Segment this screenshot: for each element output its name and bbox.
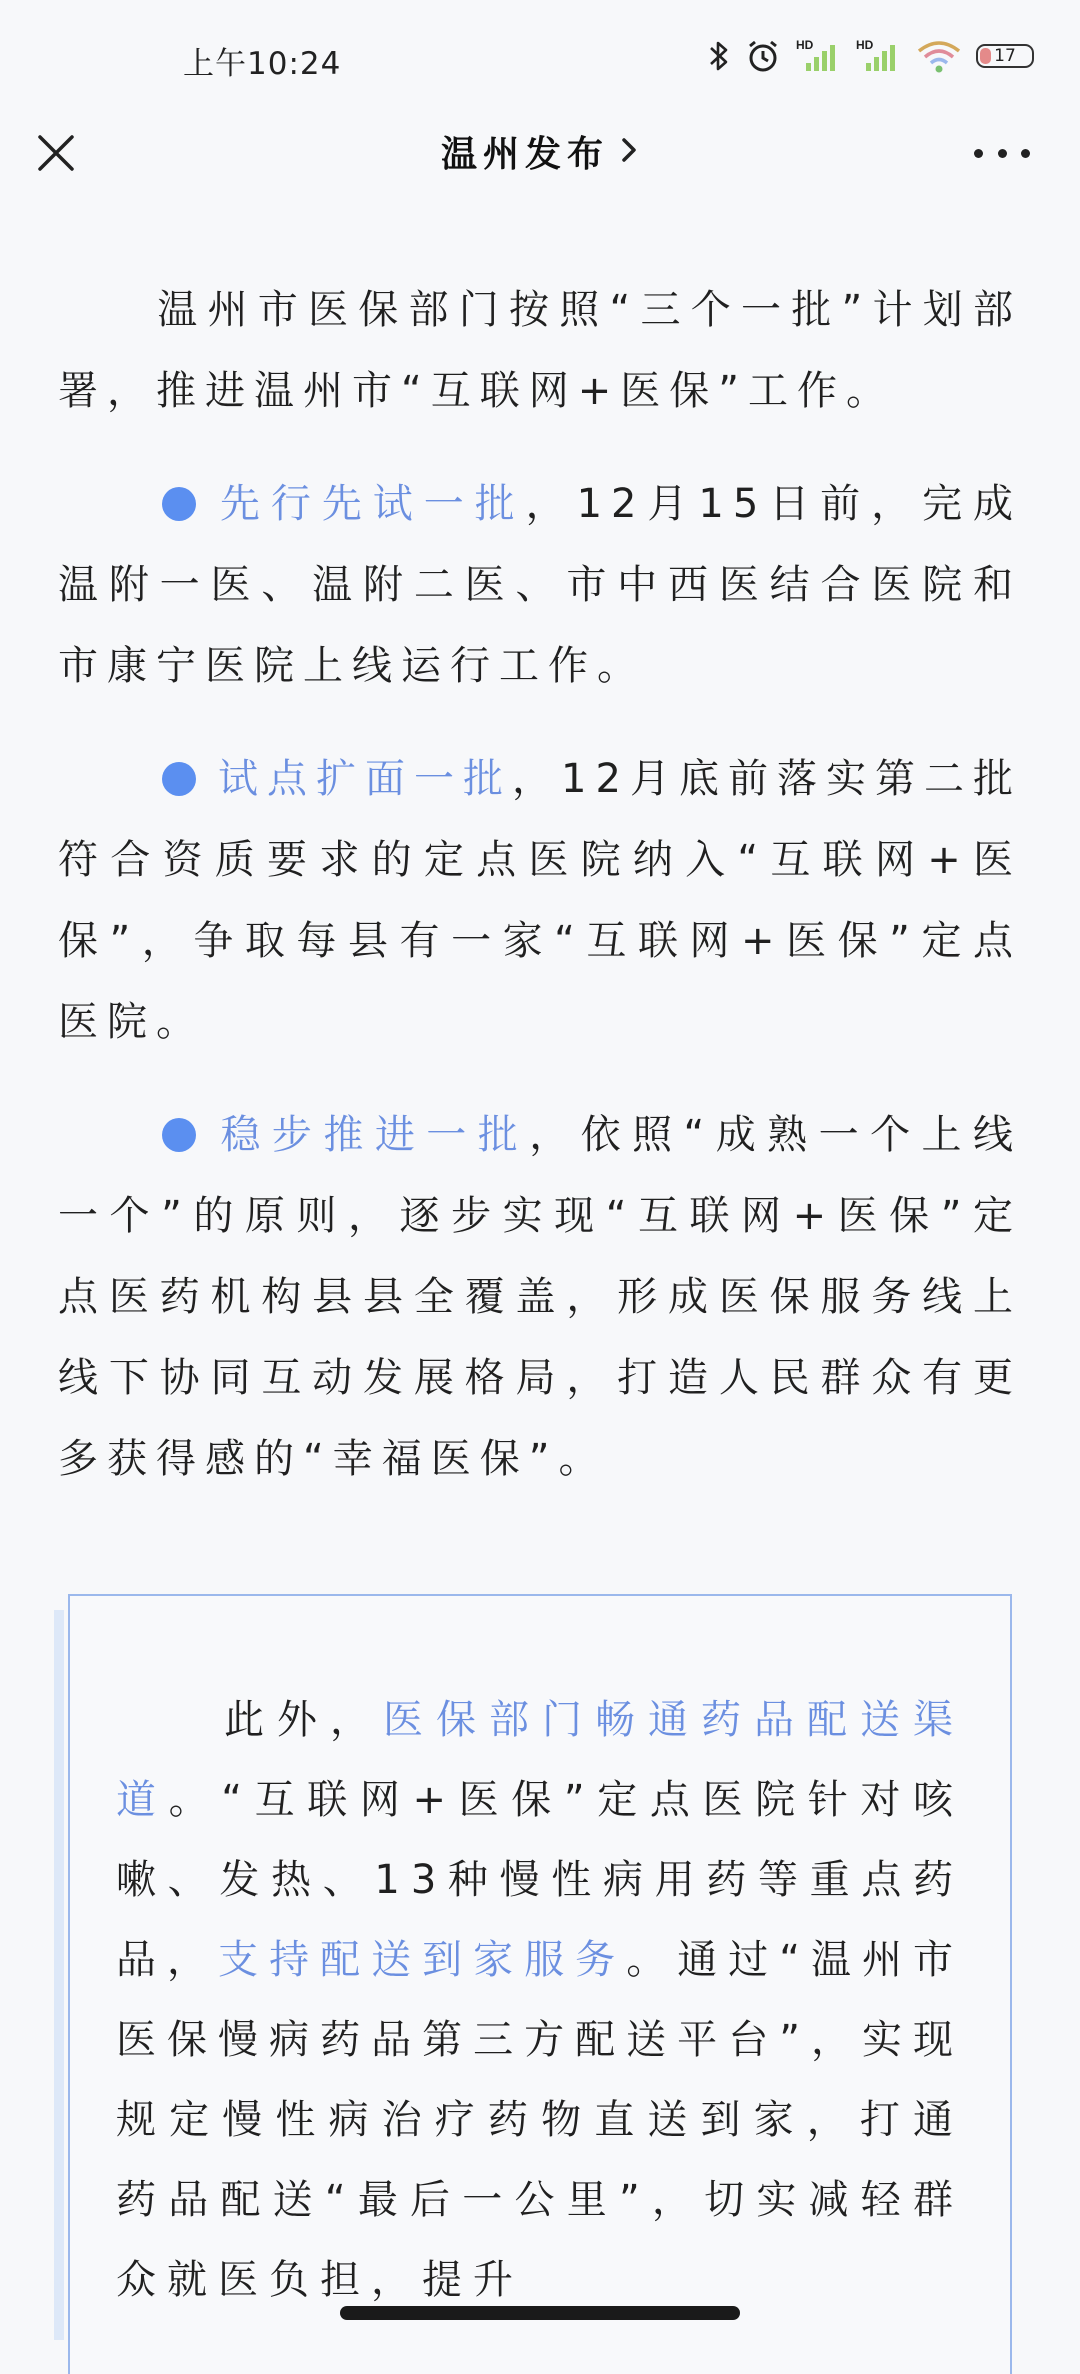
bullet-icon	[162, 762, 196, 796]
alarm-icon	[744, 37, 782, 75]
quote-text-3: 。通过“温州市医保慢病药品第三方配送平台”，实现规定慢性病治疗药物直送到家，打通药品配送“最后一公里”，切实减轻群众就医负担，提升	[116, 1937, 965, 2303]
quote-accent-bar	[54, 1610, 64, 2340]
battery-fill	[980, 48, 991, 64]
quote-text-2: 。“互联网+医保”定点医院针对咳嗽、发热、13种慢性病用药等重点药品，	[116, 1777, 965, 1983]
item-highlight: 试点扩面一批	[218, 756, 513, 802]
status-bar	[0, 0, 1080, 112]
more-dot-icon	[998, 149, 1007, 158]
home-indicator[interactable]	[340, 2306, 740, 2320]
signal-hd-label-1: HD	[796, 38, 814, 52]
status-icons	[708, 34, 1034, 78]
more-dot-icon	[1021, 149, 1030, 158]
item-text: ，12月15日前，完成温附一医、温附二医、市中西医结合医院和市康宁医院上线运行工作。	[58, 481, 1023, 689]
article-body	[58, 270, 1022, 1532]
item-text: ，依照“成熟一个上线一个”的原则，逐步实现“互联网+医保”定点医药机构县县全覆盖，形成医保服务线上线下协同互动发展格局，打造人民群众有更多获得感的“幸福医保”。	[58, 1112, 1022, 1482]
signal-hd-label-2: HD	[856, 38, 874, 52]
bluetooth-icon	[708, 38, 730, 74]
intro-text: 温州市医保部门按照“三个一批”计划部署，推进温州市“互联网+医保”工作。	[58, 287, 1022, 414]
intro-paragraph	[58, 270, 1022, 432]
status-time: 上午10:24	[183, 46, 342, 82]
item-text: ，12月底前落实第二批符合资质要求的定点医院纳入“互联网+医保”，争取每县有一家“互联网+医保”定点医院。	[58, 756, 1022, 1045]
more-dot-icon	[974, 149, 983, 158]
quote-text-1: 此外，	[222, 1697, 383, 1743]
nav-bar	[0, 112, 1080, 194]
page-title: 温州发布	[440, 134, 609, 175]
quote-highlight-2: 支持配送到家服务	[218, 1937, 627, 1983]
bullet-icon	[162, 487, 196, 521]
account-title-link[interactable]	[0, 126, 1080, 177]
battery-level: 17	[994, 46, 1016, 66]
battery-icon	[976, 44, 1034, 68]
more-options-button[interactable]	[974, 138, 1030, 168]
list-item	[58, 739, 1022, 1063]
chevron-right-icon	[619, 133, 639, 171]
wifi-icon	[916, 37, 962, 75]
list-item	[58, 1095, 1022, 1500]
quote-highlight-1: 医保部门畅通药品配送渠道	[116, 1697, 964, 1823]
signal-icon-1	[796, 37, 842, 75]
item-highlight: 先行先试一批	[218, 481, 526, 527]
signal-icon-2	[856, 37, 902, 75]
quote-paragraph	[116, 1680, 964, 2320]
list-item	[58, 464, 1022, 707]
item-highlight: 稳步推进一批	[218, 1112, 530, 1158]
bullet-icon	[162, 1118, 196, 1152]
